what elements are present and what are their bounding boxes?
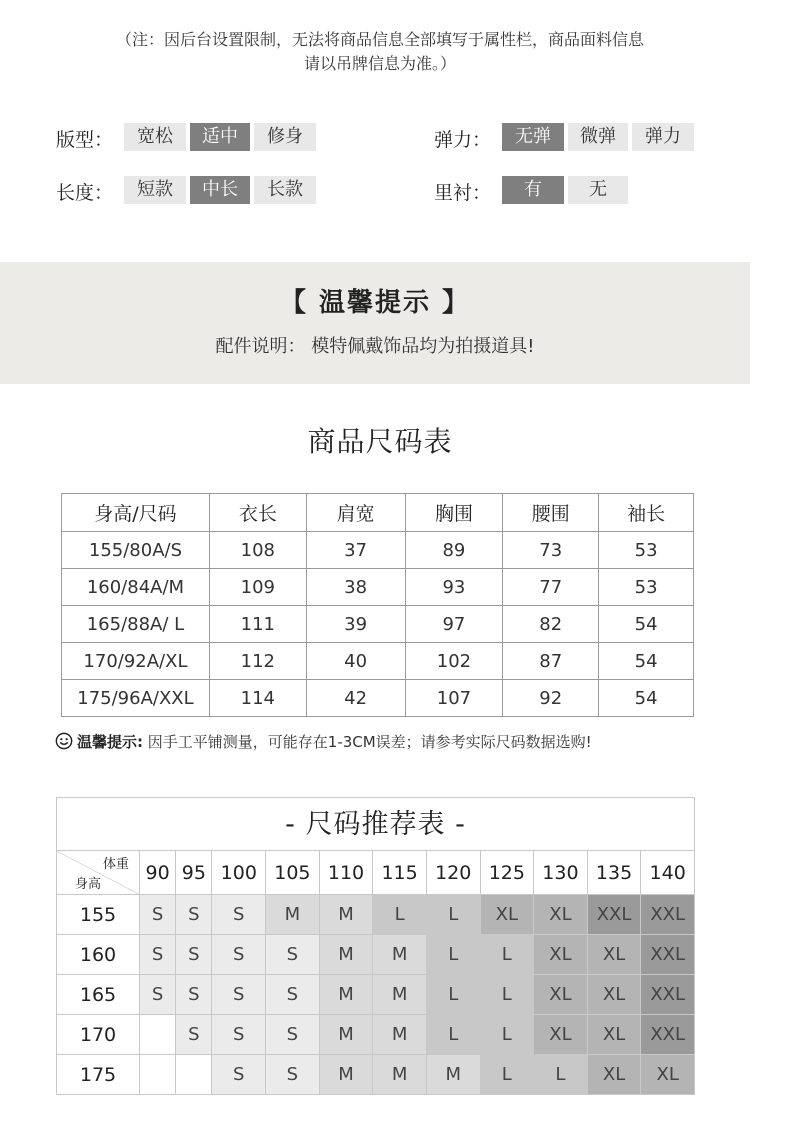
size-cell: L	[480, 935, 534, 975]
size-cell: S	[266, 1015, 320, 1055]
table-cell: 73	[503, 532, 599, 569]
table-cell: 170/92A/XL	[62, 643, 210, 680]
size-cell: S	[212, 1015, 266, 1055]
weight-header: 90	[140, 851, 176, 895]
table-cell: 89	[405, 532, 503, 569]
size-cell: L	[480, 1055, 534, 1095]
table-row	[62, 532, 694, 569]
fit-option-regular: 适中	[190, 123, 250, 151]
table-cell: 109	[209, 569, 306, 606]
table-cell: 40	[306, 643, 405, 680]
size-cell: L	[480, 1015, 534, 1055]
size-cell: S	[176, 975, 212, 1015]
recommend-table	[56, 850, 695, 1095]
weight-header: 120	[426, 851, 480, 895]
table-cell: 53	[599, 532, 694, 569]
size-cell: XXL	[641, 1015, 695, 1055]
table-cell: 38	[306, 569, 405, 606]
height-axis-label: 身高	[75, 877, 102, 892]
size-cell: XXL	[587, 895, 641, 935]
length-option-medium: 中长	[190, 176, 250, 204]
size-cell: S	[176, 1015, 212, 1055]
fit-option-slim: 修身	[254, 123, 316, 151]
size-cell: S	[212, 895, 266, 935]
table-cell: 54	[599, 680, 694, 717]
table-cell: 37	[306, 532, 405, 569]
size-cell: S	[140, 935, 176, 975]
table-cell: 108	[209, 532, 306, 569]
header-cell: 袖长	[599, 494, 694, 532]
table-cell: 77	[503, 569, 599, 606]
tips-body: 配件说明： 模特佩戴饰品均为拍摄道具!	[215, 336, 535, 357]
weight-header: 125	[480, 851, 534, 895]
weight-axis-label: 体重	[102, 857, 129, 872]
size-cell: M	[426, 1055, 480, 1095]
fabric-info-notice	[0, 28, 760, 76]
size-cell: XL	[534, 1015, 588, 1055]
header-cell: 腰围	[503, 494, 599, 532]
weight-header: 105	[266, 851, 320, 895]
header-cell: 肩宽	[306, 494, 405, 532]
notice-line-2: 请以吊牌信息为准。）	[303, 54, 456, 73]
table-cell: 160/84A/M	[62, 569, 210, 606]
size-cell: L	[426, 895, 480, 935]
size-cell: M	[319, 1015, 373, 1055]
weight-header: 95	[176, 851, 212, 895]
table-cell: 54	[599, 643, 694, 680]
size-cell: M	[319, 975, 373, 1015]
height-cell: 170	[57, 1015, 140, 1055]
size-cell: XL	[587, 935, 641, 975]
size-cell: S	[140, 975, 176, 1015]
table-cell: 92	[503, 680, 599, 717]
table-cell: 114	[209, 680, 306, 717]
table-row	[62, 680, 694, 717]
fit-option-loose: 宽松	[124, 123, 186, 151]
table-cell: 42	[306, 680, 405, 717]
size-cell: XL	[534, 975, 588, 1015]
lining-option-no: 无	[568, 176, 628, 204]
height-cell: 155	[57, 895, 140, 935]
height-cell: 175	[57, 1055, 140, 1095]
size-cell: XL	[587, 1055, 641, 1095]
size-cell: M	[319, 895, 373, 935]
size-cell: S	[266, 1055, 320, 1095]
size-cell: XXL	[641, 975, 695, 1015]
recommend-header-row	[57, 851, 695, 895]
recommend-row	[57, 895, 695, 935]
corner-cell	[57, 851, 140, 895]
table-cell: 107	[405, 680, 503, 717]
size-cell: L	[534, 1055, 588, 1095]
lining-option-yes: 有	[502, 176, 564, 204]
weight-header: 100	[212, 851, 266, 895]
size-cell: L	[373, 895, 427, 935]
table-cell: 54	[599, 606, 694, 643]
header-cell: 衣长	[209, 494, 306, 532]
recommend-row	[57, 935, 695, 975]
elasticity-option-slight: 微弹	[568, 123, 628, 151]
size-cell: XXL	[641, 895, 695, 935]
table-cell: 112	[209, 643, 306, 680]
size-cell: S	[176, 895, 212, 935]
table-cell: 97	[405, 606, 503, 643]
notice-line-1: （注：因后台设置限制，无法将商品信息全部填写于属性栏，商品面料信息	[115, 30, 644, 49]
size-cell: XL	[587, 1015, 641, 1055]
recommend-table-title: - 尺码推荐表 -	[56, 797, 695, 850]
recommend-row	[57, 1055, 695, 1095]
size-cell: M	[319, 1055, 373, 1095]
size-cell: S	[212, 935, 266, 975]
size-cell: L	[426, 975, 480, 1015]
table-cell: 87	[503, 643, 599, 680]
table-cell: 82	[503, 606, 599, 643]
measurement-note-prefix: 温馨提示:	[77, 733, 143, 751]
table-row	[62, 643, 694, 680]
size-cell: S	[140, 895, 176, 935]
height-cell: 165	[57, 975, 140, 1015]
size-cell: L	[426, 935, 480, 975]
tips-title: 【 温馨提示 】	[279, 288, 471, 318]
size-cell	[176, 1055, 212, 1095]
size-cell: M	[319, 935, 373, 975]
elasticity-label: 弹力：	[434, 129, 492, 151]
size-cell: XL	[587, 975, 641, 1015]
weight-header: 130	[534, 851, 588, 895]
table-cell: 175/96A/XXL	[62, 680, 210, 717]
size-cell: L	[426, 1015, 480, 1055]
tips-banner	[0, 262, 750, 384]
header-cell: 身高/尺码	[62, 494, 210, 532]
size-cell: M	[266, 895, 320, 935]
elasticity-option-stretch: 弹力	[632, 123, 694, 151]
size-cell: XL	[480, 895, 534, 935]
weight-header: 110	[319, 851, 373, 895]
size-table-title: 商品尺码表	[307, 425, 453, 458]
fit-label: 版型：	[56, 129, 114, 151]
table-cell: 165/88A/ L	[62, 606, 210, 643]
size-cell: M	[373, 1055, 427, 1095]
length-label: 长度：	[56, 182, 114, 204]
elasticity-option-none: 无弹	[502, 123, 564, 151]
table-row	[62, 569, 694, 606]
table-cell: 39	[306, 606, 405, 643]
table-cell: 53	[599, 569, 694, 606]
table-cell: 111	[209, 606, 306, 643]
size-cell	[140, 1015, 176, 1055]
lining-label: 里衬：	[434, 182, 492, 204]
size-cell	[140, 1055, 176, 1095]
size-cell: S	[212, 1055, 266, 1095]
size-cell: S	[176, 935, 212, 975]
size-cell: M	[373, 975, 427, 1015]
size-cell: S	[266, 935, 320, 975]
table-cell: 102	[405, 643, 503, 680]
table-row	[62, 606, 694, 643]
size-table-header	[62, 494, 694, 532]
size-cell: M	[373, 935, 427, 975]
weight-header: 140	[641, 851, 695, 895]
size-cell: S	[266, 975, 320, 1015]
recommend-row	[57, 975, 695, 1015]
size-table	[61, 493, 694, 717]
size-cell: S	[212, 975, 266, 1015]
size-cell: XL	[641, 1055, 695, 1095]
size-cell: XL	[534, 895, 588, 935]
table-cell: 93	[405, 569, 503, 606]
measurement-note	[55, 731, 592, 752]
size-cell: M	[373, 1015, 427, 1055]
weight-header: 135	[587, 851, 641, 895]
recommend-row	[57, 1015, 695, 1055]
weight-header: 115	[373, 851, 427, 895]
table-cell: 155/80A/S	[62, 532, 210, 569]
measurement-note-text: 因手工平铺测量，可能存在1-3CM误差；请参考实际尺码数据选购!	[143, 733, 592, 751]
size-cell: XXL	[641, 935, 695, 975]
length-option-long: 长款	[254, 176, 316, 204]
size-cell: XL	[534, 935, 588, 975]
smiley-icon	[55, 732, 73, 750]
length-option-short: 短款	[124, 176, 186, 204]
height-cell: 160	[57, 935, 140, 975]
header-cell: 胸围	[405, 494, 503, 532]
size-cell: L	[480, 975, 534, 1015]
